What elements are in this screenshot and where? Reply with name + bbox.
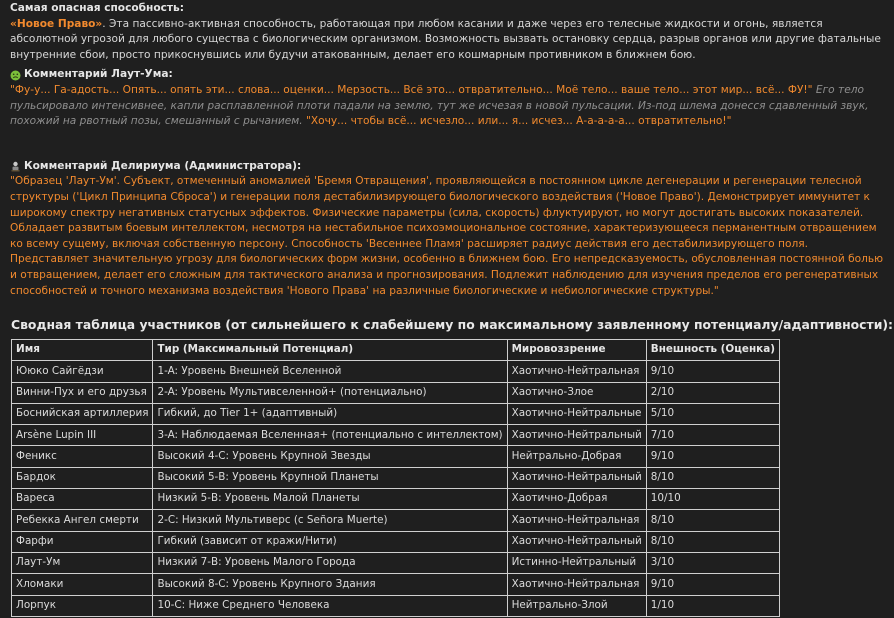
table-body (12, 361, 780, 617)
cell-name: Arsène Lupin III (12, 425, 153, 446)
cell-appearance: 9/10 (646, 361, 779, 382)
cell-appearance: 10/10 (646, 489, 779, 510)
cell-tier: 2-C: Низкий Мультиверс (с Señora Muerte) (153, 510, 507, 531)
danger-paragraph (10, 17, 884, 64)
header-name: Имя (12, 340, 153, 361)
table-row (12, 425, 780, 446)
table-row (12, 489, 780, 510)
cell-appearance: 8/10 (646, 531, 779, 552)
table-row (12, 467, 780, 488)
cell-alignment: Хаотично-Нейтральный (507, 467, 646, 488)
cell-tier: Гибкий (зависит от кражи/Нити) (153, 531, 507, 552)
cell-appearance: 5/10 (646, 403, 779, 424)
cell-tier: Низкий 5-B: Уровень Малой Планеты (153, 489, 507, 510)
cell-alignment: Хаотично-Нейтральные (507, 403, 646, 424)
table-row (12, 361, 780, 382)
cell-name: Бардок (12, 467, 153, 488)
cell-appearance: 2/10 (646, 382, 779, 403)
table-row (12, 403, 780, 424)
cell-alignment: Хаотично-Нейтральная (507, 361, 646, 382)
cell-tier: Высокий 4-C: Уровень Крупной Звезды (153, 446, 507, 467)
cell-name: Феникс (12, 446, 153, 467)
cell-tier: Гибкий, до Tier 1+ (адаптивный) (153, 403, 507, 424)
table-row (12, 552, 780, 573)
cell-alignment: Хаотично-Нейтральная (507, 510, 646, 531)
admin-comment-title: Комментарий Делириума (Администратора): (24, 159, 302, 172)
cell-alignment: Хаотично-Добрая (507, 489, 646, 510)
cell-name: Лорпук (12, 595, 153, 616)
cell-alignment: Нейтрально-Добрая (507, 446, 646, 467)
cell-alignment: Хаотично-Нейтральная (507, 574, 646, 595)
cell-name: Ююко Сайгёдзи (12, 361, 153, 382)
cell-tier: 2-A: Уровень Мультивселенной+ (потенциально) (153, 382, 507, 403)
laut-comment-body (10, 83, 884, 130)
cell-appearance: 9/10 (646, 446, 779, 467)
header-tier: Тир (Максимальный Потенциал) (153, 340, 507, 361)
table-row (12, 574, 780, 595)
cell-tier: Высокий 5-B: Уровень Крупной Планеты (153, 467, 507, 488)
cell-tier: 3-A: Наблюдаемая Вселенная+ (потенциально с интеллектом) (153, 425, 507, 446)
table-row (12, 510, 780, 531)
judge-icon (10, 161, 21, 172)
header-appearance: Внешность (Оценка) (646, 340, 779, 361)
cell-name: Вареса (12, 489, 153, 510)
participants-table (11, 339, 780, 617)
cell-alignment: Нейтрально-Злой (507, 595, 646, 616)
cell-name: Винни-Пух и его друзья (12, 382, 153, 403)
cell-name: Боснийская артиллерия (12, 403, 153, 424)
danger-heading: Самая опасная способность: (10, 2, 184, 14)
cell-appearance: 8/10 (646, 467, 779, 488)
table-row (12, 531, 780, 552)
cell-alignment: Хаотично-Нейтральный (507, 425, 646, 446)
laut-speech-2: "Хочу... чтобы всё... исчезло... или... я... исчез... А-а-а-а-а... отвратительно!" (306, 115, 732, 128)
cell-alignment: Хаотично-Нейтральный (507, 531, 646, 552)
cell-name: Лаут-Ум (12, 552, 153, 573)
table-title: Сводная таблица участников (от сильнейшего к слабейшему по максимальному заявленному потенциалу/адаптивности): (11, 317, 893, 332)
cell-appearance: 8/10 (646, 510, 779, 531)
cell-appearance: 7/10 (646, 425, 779, 446)
nauseated-face-icon (10, 70, 21, 81)
ability-name: «Новое Право» (10, 17, 103, 30)
cell-tier: 10-C: Ниже Среднего Человека (153, 595, 507, 616)
cell-appearance: 3/10 (646, 552, 779, 573)
cell-name: Фарфи (12, 531, 153, 552)
cell-appearance: 9/10 (646, 574, 779, 595)
cell-name: Хломаки (12, 574, 153, 595)
cell-alignment: Истинно-Нейтральный (507, 552, 646, 573)
table-row (12, 446, 780, 467)
cell-tier: Высокий 8-C: Уровень Крупного Здания (153, 574, 507, 595)
danger-text: . Эта пассивно-активная способность, работающая при любом касании и даже через его телесные жидкости и огонь, является абсолютной угрозой для любого существа с биологическим организмом. Возможность вызвать остановку сердца, разрыв органов или другие фатальные внутренние сбои, просто прикоснувшись или будучи атакованным, делает его кошмарным противником в ближнем бою. (10, 17, 881, 61)
chat-message (0, 1, 894, 618)
table-row (12, 382, 780, 403)
cell-tier: Низкий 7-B: Уровень Малого Города (153, 552, 507, 573)
table-row (12, 595, 780, 616)
admin-comment-text: "Образец 'Лаут-Ум'. Субъект, отмеченный аномалией 'Бремя Отвращения', проявляющейся в постоянном цикле дегенерации и регенерации телесной структуры ('Цикл Принципа Сброса') и генерации поля дестабилизирующего биологического воздействия ('Новое Право'). Демонстрирует иммунитет к широкому спектру негативных статусных эффектов. Физические параметры (сила, скорость) флуктуируют, но могут достигать высоких показателей. Обладает развитым боевым интеллектом, несмотря на нестабильное психоэмоциональное состояние, характеризующееся перманентным отвращением ко всему сущему, включая собственную персону. Способность 'Весеннее Пламя' расширяет радиус действия его дестабилизирующего поля. Представляет значительную угрозу для биологических форм жизни, особенно в ближнем бою. Его непредсказуемость, обусловленная постоянной болью и отвращением, делает его сложным для тактического анализа и прогнозирования. Подлежит наблюдению для изучения пределов его регенеративных способностей и точного механизма воздействия 'Нового Права' на различные биологические и небиологические структуры." (10, 175, 884, 297)
cell-name: Ребекка Ангел смерти (12, 510, 153, 531)
laut-narration: Его тело пульсировало интенсивнее, капли расплавленной плоти падали на землю, тут же исчезая в новой пульсации. Из-под шлема донесся сдавленный звук, похожий на рвотный позы, смешанный с рычанием. (10, 83, 869, 128)
cell-appearance: 1/10 (646, 595, 779, 616)
laut-speech: "Фу-у... Га-адость... Опять... опять эти... слова... оценки... Мерзость... Всё это... отвратительно... Моё тело... ваше тело... этот мир... всё... ФУ!" (10, 83, 813, 96)
table-header-row (12, 340, 780, 361)
admin-comment-label (10, 159, 884, 175)
laut-comment-label (10, 67, 884, 83)
cell-alignment: Хаотично-Злое (507, 382, 646, 403)
laut-comment-title: Комментарий Лаут-Ума: (24, 68, 173, 81)
header-alignment: Мировоззрение (507, 340, 646, 361)
cell-tier: 1-A: Уровень Внешней Вселенной (153, 361, 507, 382)
